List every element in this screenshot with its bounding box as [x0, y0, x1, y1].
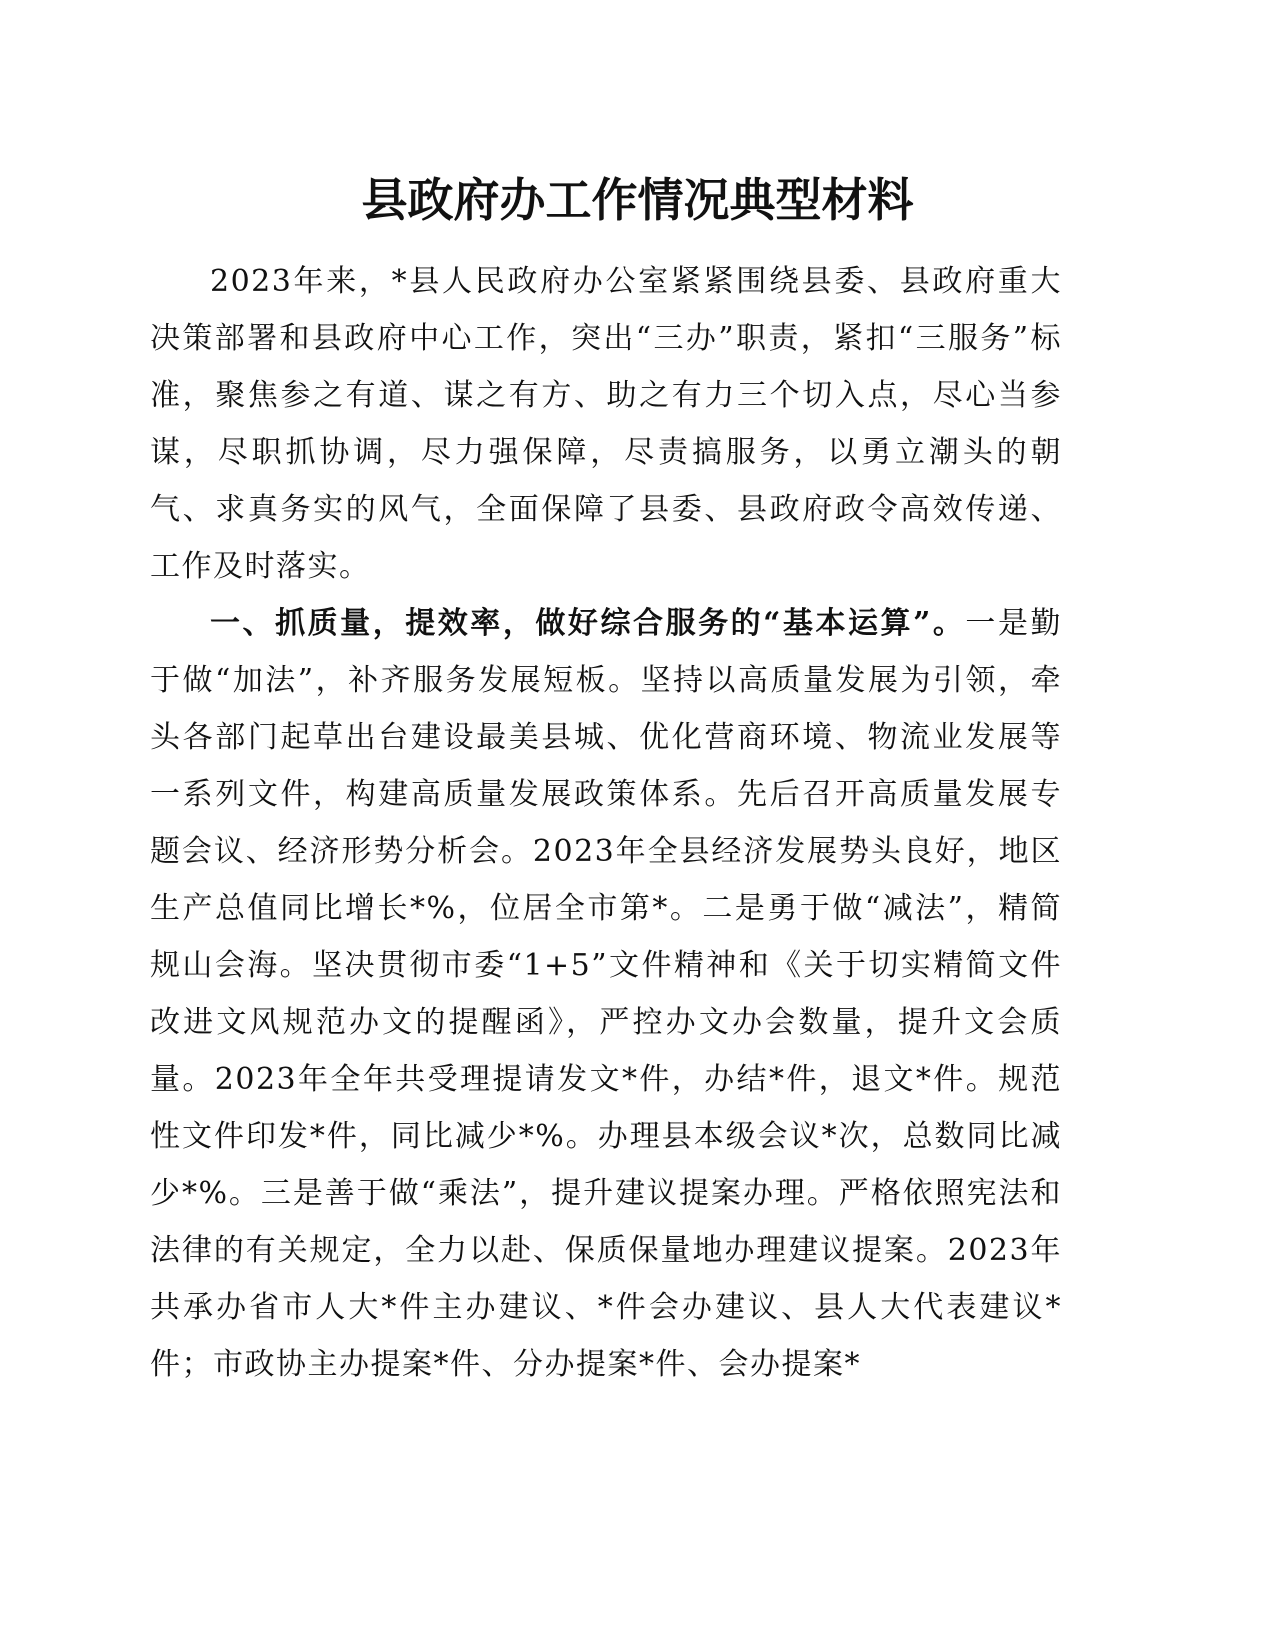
section-1-paragraph	[150, 595, 1062, 1393]
intro-paragraph: 2023年来，*县人民政府办公室紧紧围绕县委、县政府重大决策部署和县政府中心工作，突出“三办”职责，紧扣“三服务”标准，聚焦参之有道、谋之有方、助之有力三个切入点，尽心当参谋，尽职抓协调，尽力强保障，尽责搞服务，以勇立潮头的朝气、求真务实的风气，全面保障了县委、县政府政令高效传递、工作及时落实。	[150, 264, 1062, 584]
document-title: 县政府办工作情况典型材料	[361, 173, 914, 227]
document-body	[150, 253, 1062, 1393]
section-1-body: 一是勤于做“加法”，补齐服务发展短板。坚持以高质量发展为引领，牵头各部门起草出台建设最美县城、优化营商环境、物流业发展等一系列文件，构建高质量发展政策体系。先后召开高质量发展专题会议、经济形势分析会。2023年全县经济发展势头良好，地区生产总值同比增长*%，位居全市第*。二是勇于做“减法”，精简规山会海。坚决贯彻市委“1+5”文件精神和《关于切实精简文件改进文风规范办文的提醒函》，严控办文办会数量，提升文会质量。2023年全年共受理提请发文*件，办结*件，退文*件。规范性文件印发*件，同比减少*%。办理县本级会议*次，总数同比减少*%。三是善于做“乘法”，提升建议提案办理。严格依照宪法和法律的有关规定，全力以赴、保质保量地办理建议提案。2023年共承办省市人大*件主办建议、*件会办建议、县人大代表建议*件；市政协主办提案*件、分办提案*件、会办提案*	[150, 606, 1062, 1382]
section-1-heading: 一、抓质量，提效率，做好综合服务的“基本运算”。	[210, 606, 966, 641]
